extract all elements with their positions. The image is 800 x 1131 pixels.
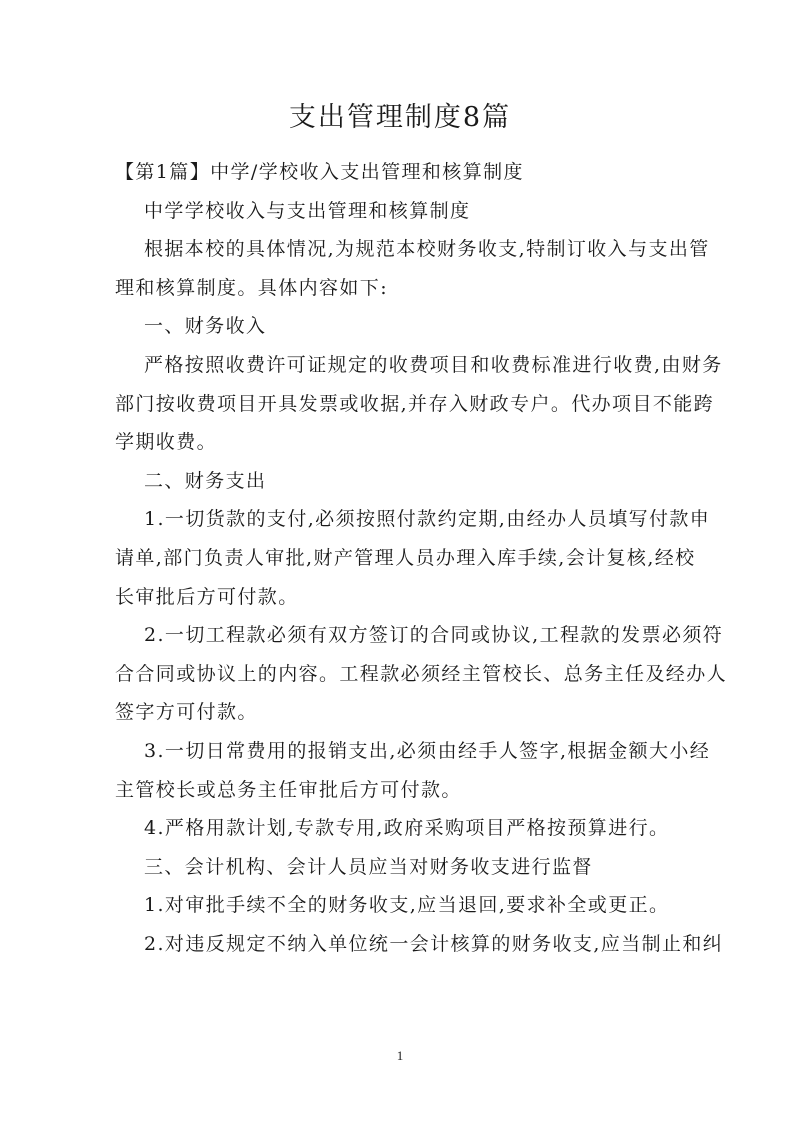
paragraph-line: 2.对违反规定不纳入单位统一会计核算的财务收支,应当制止和纠 [144, 932, 724, 955]
subsection-heading: 三、会计机构、会计人员应当对财务收支进行监督 [144, 855, 593, 878]
subsection-heading: 二、财务支出 [144, 469, 267, 492]
paragraph-line: 合合同或协议上的内容。工程款必须经主管校长、总务主任及经办人 [115, 662, 728, 685]
page-number: 1 [396, 1048, 404, 1063]
paragraph-line: 主管校长或总务主任审批后方可付款。 [115, 778, 462, 801]
subsection-heading: 一、财务收入 [144, 315, 267, 338]
paragraph-line: 严格按照收费许可证规定的收费项目和收费标准进行收费,由财务 [144, 353, 723, 376]
paragraph-line: 签字方可付款。 [115, 701, 258, 724]
paragraph-line: 部门按收费项目开具发票或收据,并存入财政专户。代办项目不能跨 [115, 392, 715, 415]
section-heading: 【第1篇】中学/学校收入支出管理和核算制度 [115, 161, 524, 183]
paragraph-line: 长审批后方可付款。 [115, 585, 299, 608]
paragraph-line: 理和核算制度。具体内容如下: [115, 276, 389, 299]
paragraph-line: 中学学校收入与支出管理和核算制度 [144, 199, 471, 222]
paragraph-line: 4.严格用款计划,专款专用,政府采购项目严格按预算进行。 [144, 817, 670, 840]
paragraph-line: 1.对审批手续不全的财务收支,应当退回,要求补全或更正。 [144, 894, 670, 917]
document-title: 支出管理制度8篇 [288, 102, 512, 133]
document-body [115, 153, 728, 963]
paragraph-line: 根据本校的具体情况,为规范本校财务收支,特制订收入与支出管 [144, 238, 710, 261]
paragraph-line: 1.一切货款的支付,必须按照付款约定期,由经办人员填写付款申 [144, 508, 711, 531]
paragraph-line: 3.一切日常费用的报销支出,必须由经手人签字,根据金额大小经 [144, 739, 711, 762]
paragraph-line: 学期收费。 [115, 431, 218, 454]
paragraph-line: 2.一切工程款必须有双方签订的合同或协议,工程款的发票必须符 [144, 624, 724, 647]
paragraph-line: 请单,部门负责人审批,财产管理人员办理入库手续,会计复核,经校 [115, 546, 696, 569]
